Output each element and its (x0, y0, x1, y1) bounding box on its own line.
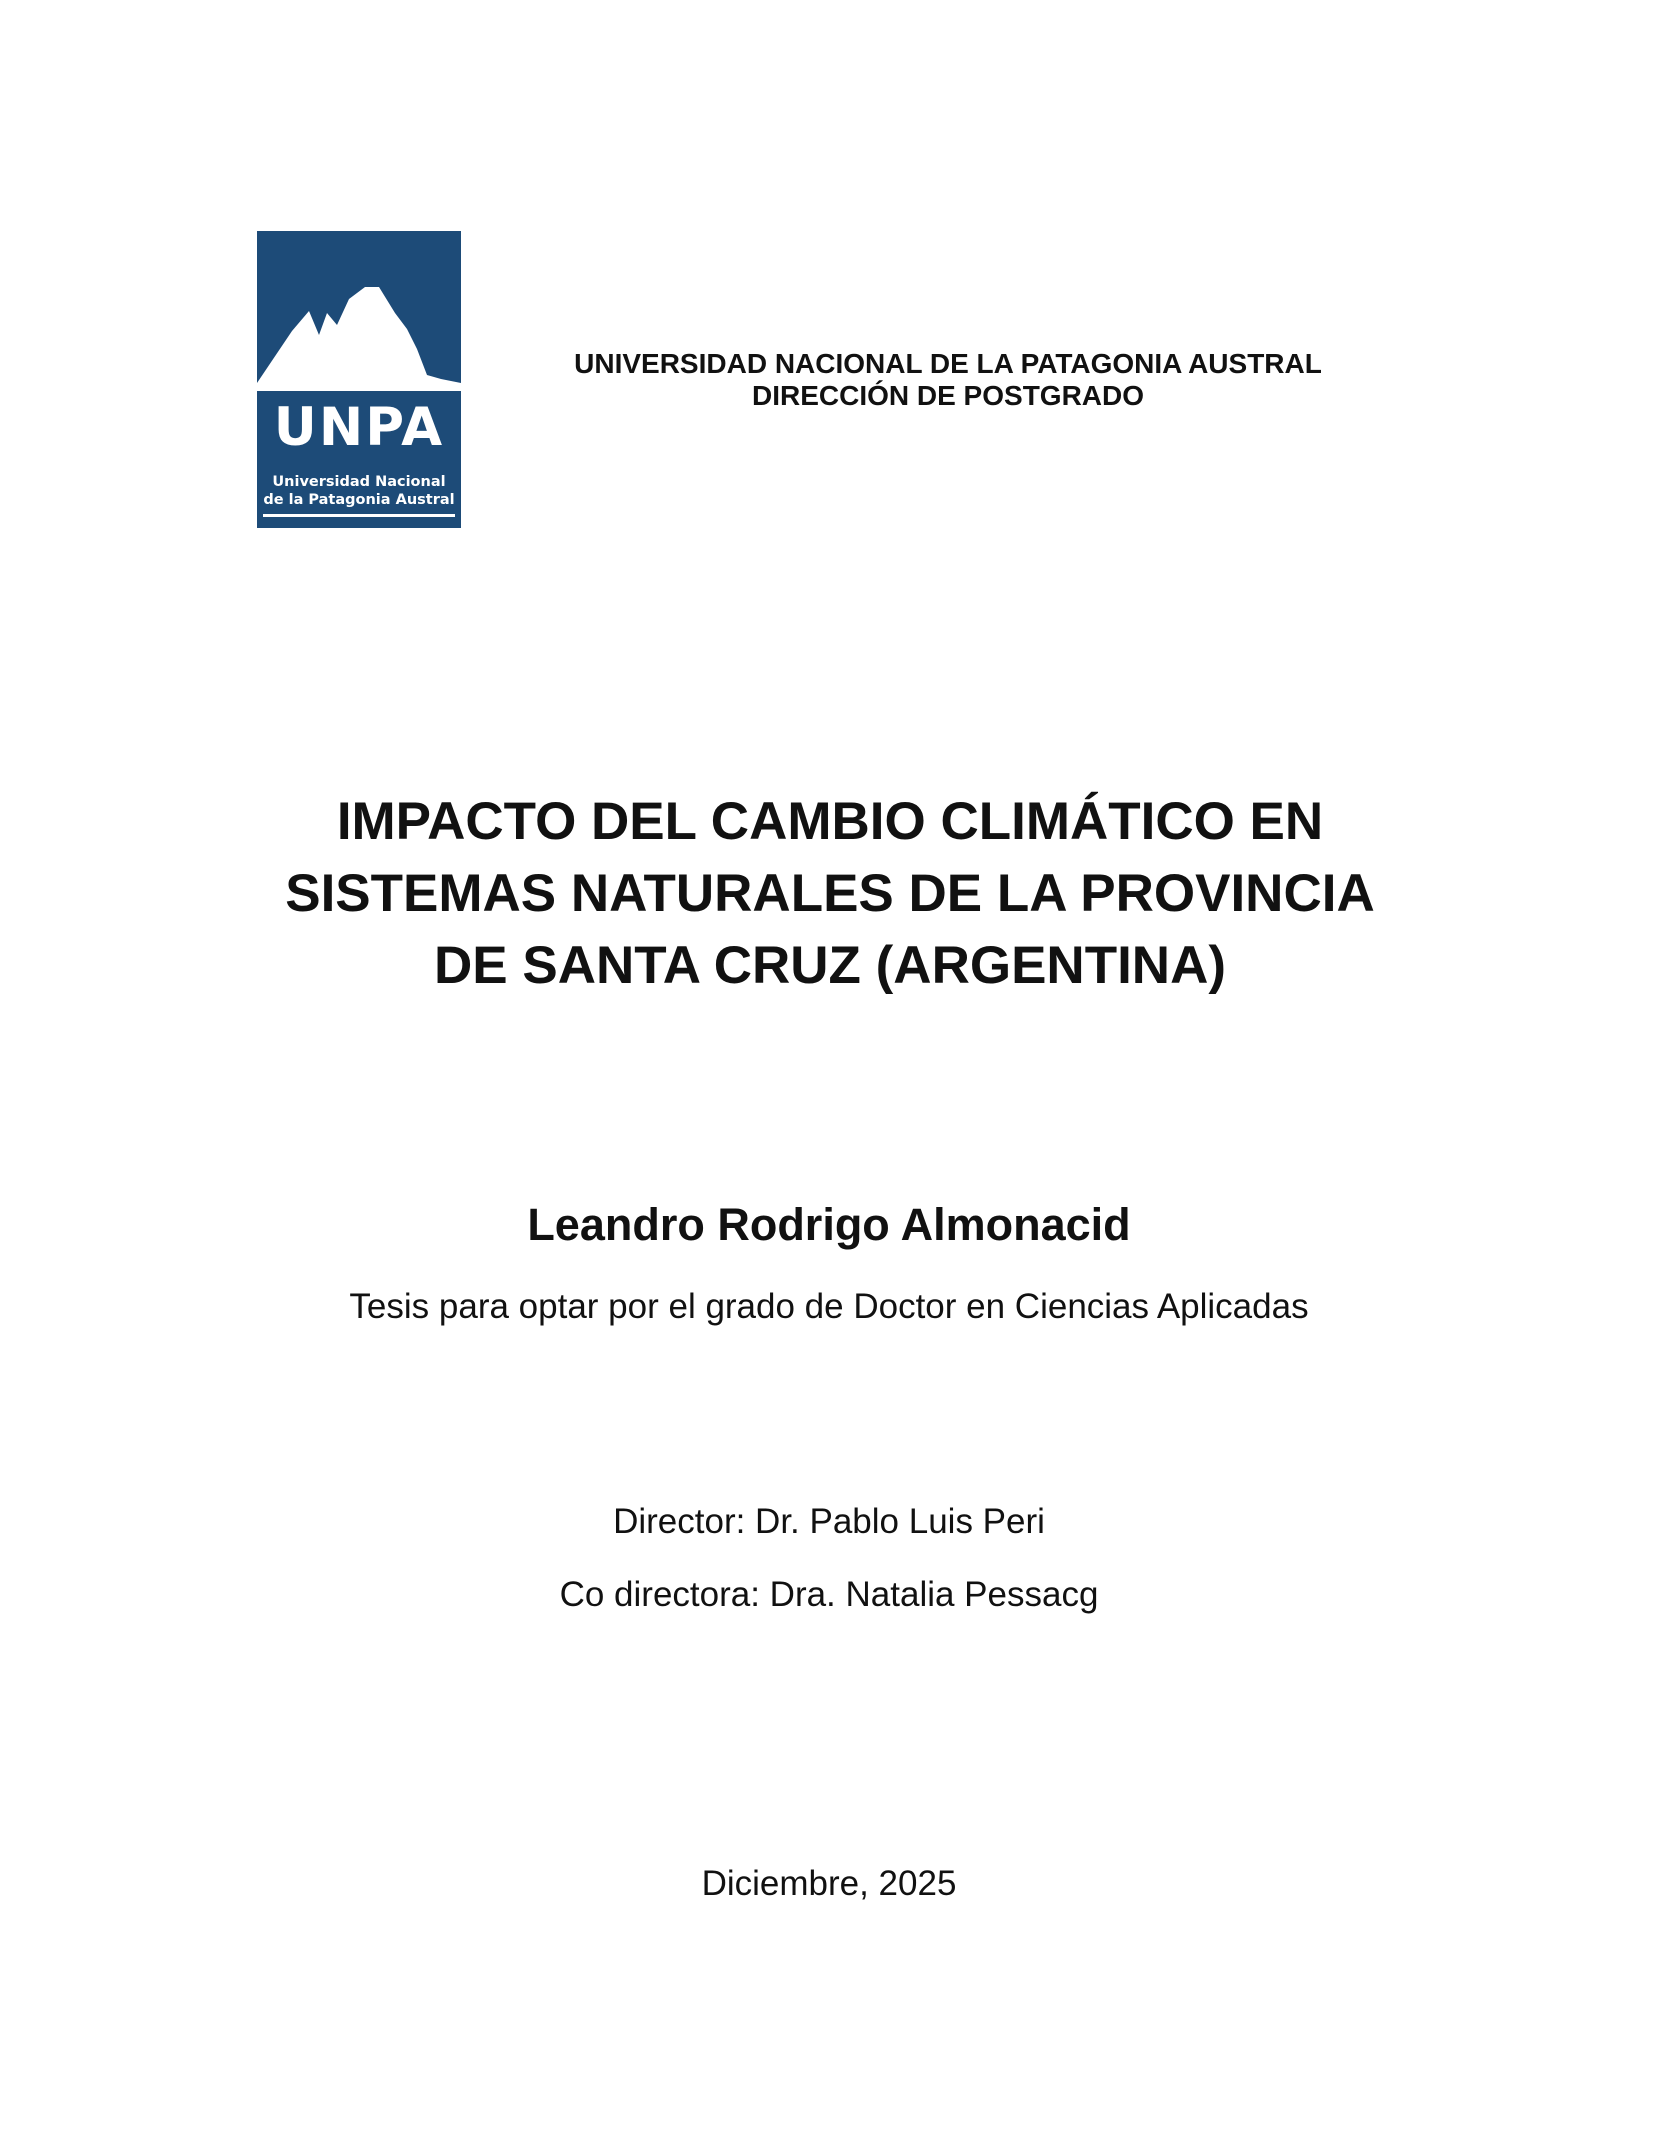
logo-subtitle-line1: Universidad Nacional (272, 474, 446, 490)
author-name: Leandro Rodrigo Almonacid (527, 1199, 1131, 1250)
thesis-title-line3: DE SANTA CRUZ (ARGENTINA) (434, 936, 1226, 995)
logo-subtitle (257, 473, 461, 509)
mountain-icon (257, 231, 461, 391)
logo-wordmark: UNPA (273, 397, 445, 458)
logo-underline (263, 514, 455, 517)
institution-name: UNIVERSIDAD NACIONAL DE LA PATAGONIA AUSTRAL (574, 348, 1322, 379)
director: Director: Dr. Pablo Luis Peri (613, 1502, 1045, 1541)
institution-header (540, 348, 1356, 412)
co-director: Co directora: Dra. Natalia Pessacg (559, 1575, 1099, 1614)
degree-statement: Tesis para optar por el grado de Doctor en Ciencias Aplicadas (349, 1287, 1309, 1326)
thesis-date: Diciembre, 2025 (701, 1864, 957, 1903)
unpa-logo (257, 231, 461, 528)
thesis-title-line2: SISTEMAS NATURALES DE LA PROVINCIA (285, 864, 1375, 923)
thesis-title (180, 786, 1480, 1002)
institution-department: DIRECCIÓN DE POSTGRADO (751, 380, 1145, 411)
thesis-title-line1: IMPACTO DEL CAMBIO CLIMÁTICO EN (336, 792, 1324, 851)
logo-subtitle-line2: de la Patagonia Austral (263, 492, 455, 508)
